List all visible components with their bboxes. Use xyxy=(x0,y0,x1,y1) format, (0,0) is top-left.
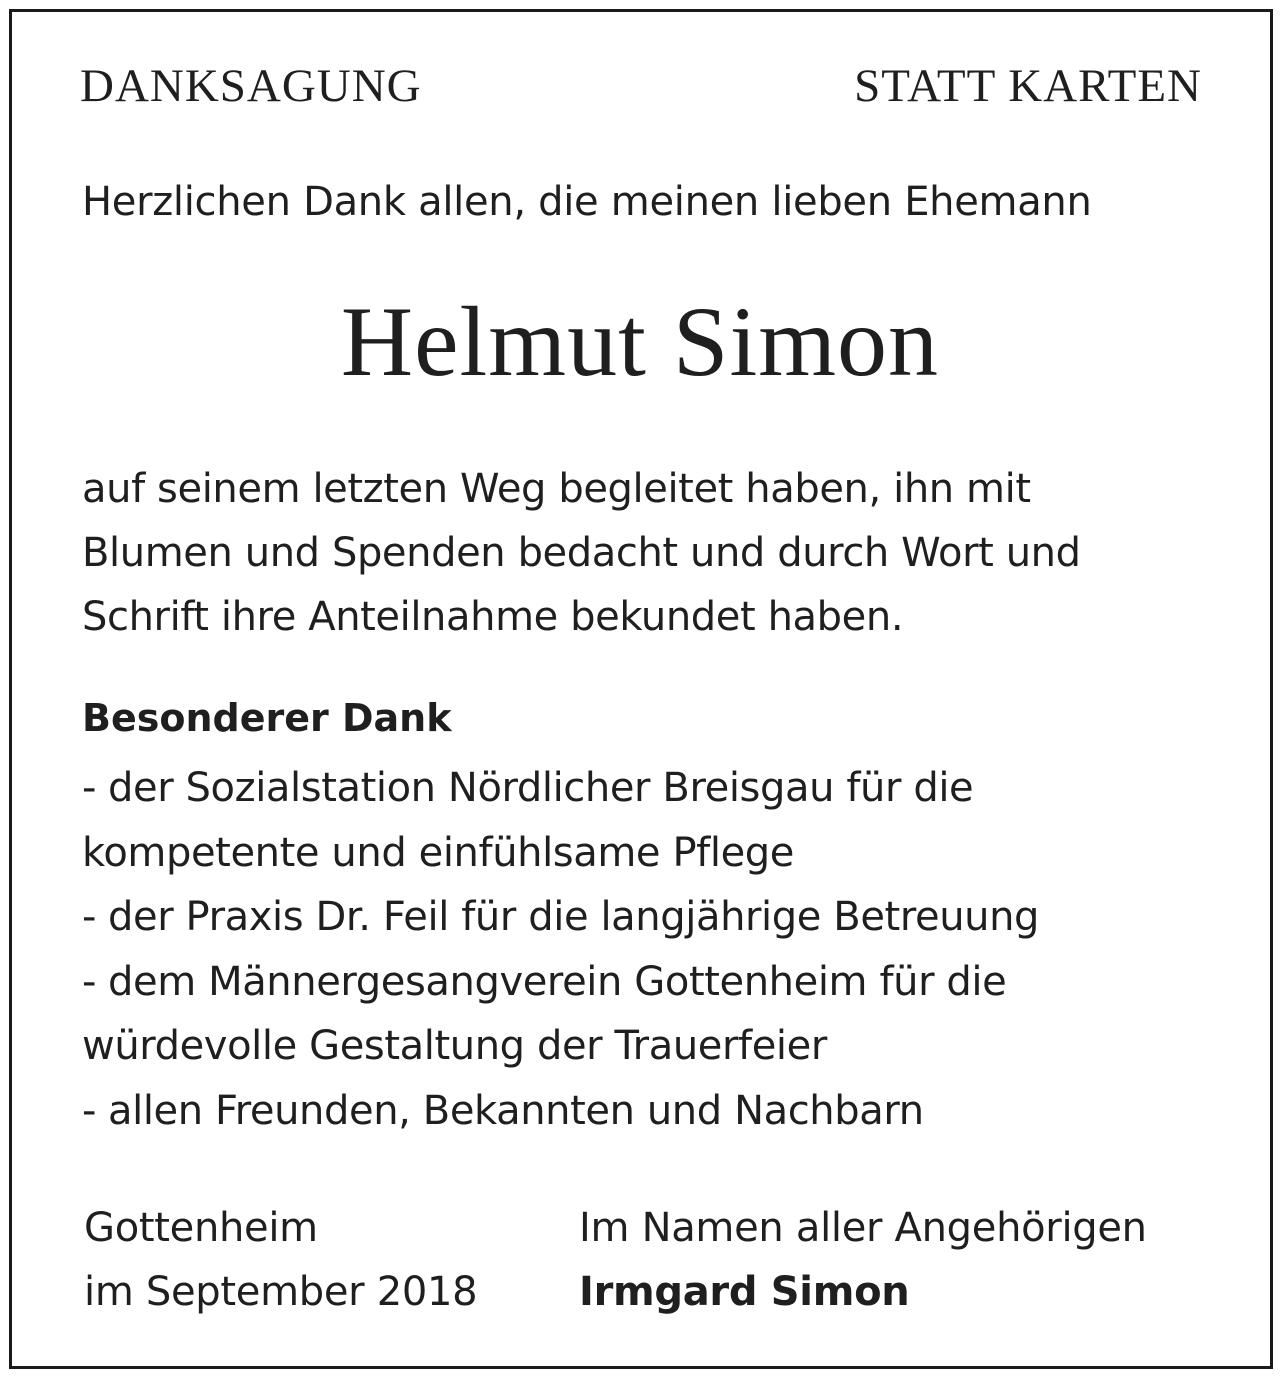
list-dash: - xyxy=(82,765,97,811)
deceased-name: Helmut Simon xyxy=(340,286,940,397)
list-item xyxy=(82,1079,1039,1144)
footer-signature xyxy=(579,1196,1147,1324)
list-item xyxy=(82,756,1039,821)
body-line: Schrift ihre Anteilnahme bekundet haben. xyxy=(82,594,904,640)
thanks-body xyxy=(82,457,1081,649)
list-dash: - xyxy=(82,894,97,940)
list-dash: - xyxy=(82,1087,97,1134)
list-item-text: der Praxis Dr. Feil für die langjährige Betreuung xyxy=(108,894,1040,940)
body-line: Blumen und Spenden bedacht und durch Wort und xyxy=(82,530,1081,576)
intro-text: Herzlichen Dank allen, die meinen lieben Ehemann xyxy=(82,179,1092,225)
footer-place-date xyxy=(84,1196,477,1324)
special-thanks-heading: Besonderer Dank xyxy=(82,696,452,740)
body-line: auf seinem letzten Weg begleitet haben, ihn mit xyxy=(82,466,1031,512)
footer-signer: Irmgard Simon xyxy=(579,1269,910,1315)
list-item-text: allen Freunden, Bekannten und Nachbarn xyxy=(108,1087,924,1134)
list-item-text: der Sozialstation Nördlicher Breisgau für die xyxy=(108,765,974,811)
footer-date: im September 2018 xyxy=(84,1269,478,1315)
special-thanks-list xyxy=(82,756,1039,1143)
header-danksagung: DANKSAGUNG xyxy=(80,60,422,112)
list-item-text: dem Männergesangverein Gottenheim für die xyxy=(108,958,1007,1005)
list-dash: - xyxy=(82,958,97,1005)
list-item xyxy=(82,950,1039,1015)
footer-place: Gottenheim xyxy=(84,1205,318,1251)
footer-on-behalf: Im Namen aller Angehörigen xyxy=(579,1205,1147,1251)
list-item xyxy=(82,885,1039,950)
header-statt-karten: STATT KARTEN xyxy=(854,60,1202,112)
list-item-continuation: kompetente und einfühlsame Pflege xyxy=(82,829,794,876)
list-item-continuation: würdevolle Gestaltung der Trauerfeier xyxy=(82,1023,827,1069)
